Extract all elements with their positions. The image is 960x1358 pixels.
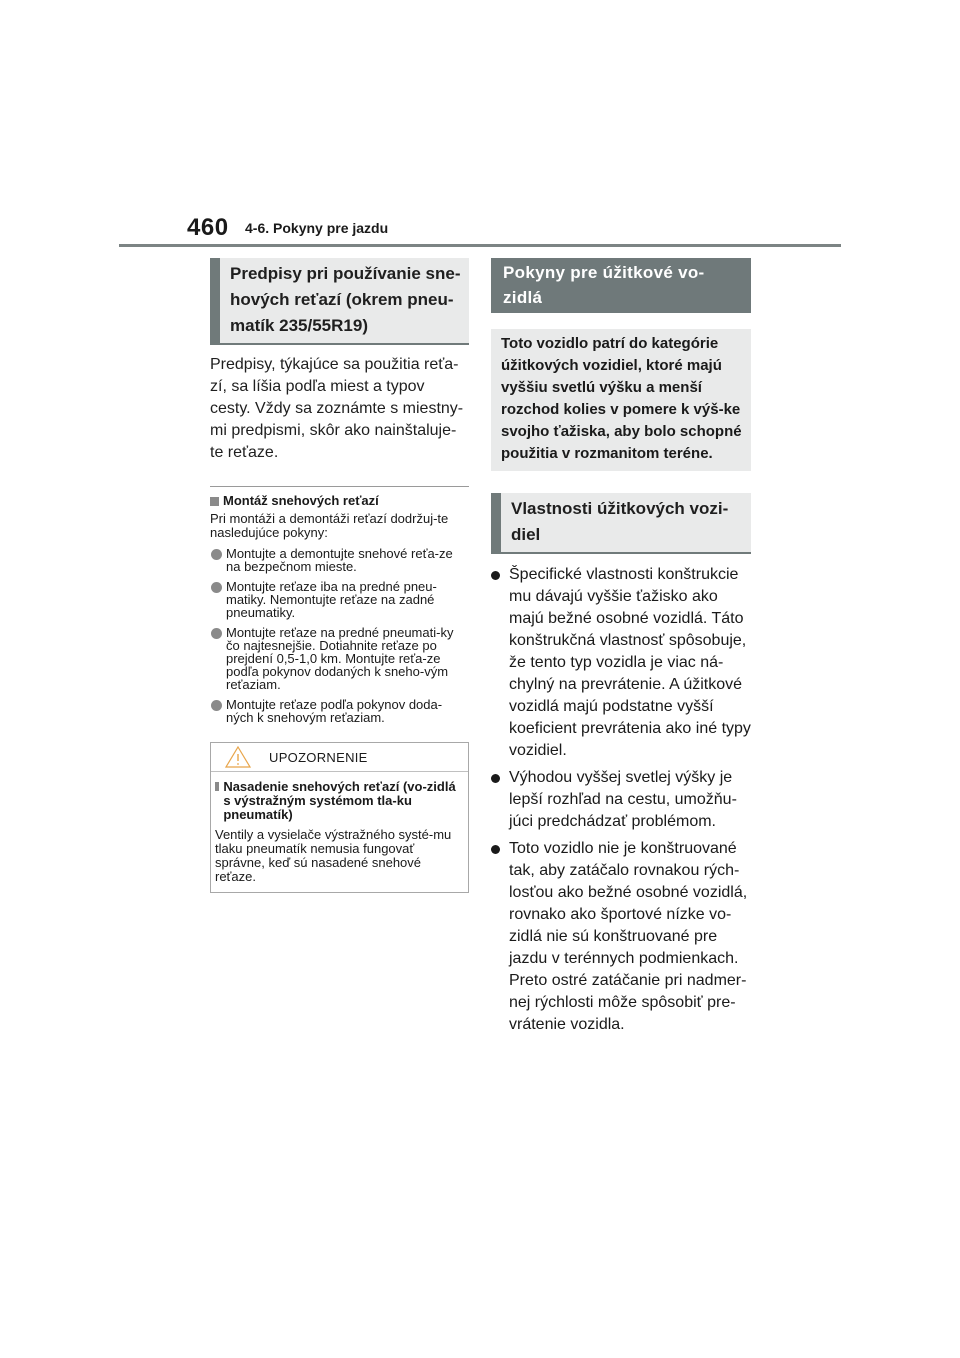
bullet-icon <box>491 774 500 783</box>
list-item <box>491 767 751 833</box>
square-bullet-icon <box>210 497 219 506</box>
list-item-text: Výhodou vyššej svetlej výšky je lepší rozhľad na cestu, umožňu-júci predchádzať problémom. <box>509 769 737 830</box>
bullet-icon <box>491 845 500 854</box>
right-column <box>491 258 751 1041</box>
list-item <box>491 564 751 762</box>
warning-title: UPOZORNENIE <box>269 749 368 765</box>
vehicle-properties-heading: Vlastnosti úžitkových vozi-diel <box>491 493 751 554</box>
dot-bullet-icon <box>211 700 222 711</box>
snow-chains-intro: Predpisy, týkajúce sa použitia reťa-zí, sa líšia podľa miest a typov cesty. Vždy sa zoznámte s miestny-mi predpismi, skôr ako nainštaluje-te reťaze. <box>210 356 464 461</box>
left-column <box>210 258 469 893</box>
warning-text: Ventily a vysielače výstražného systé-mu tlaku pneumatík nemusia fungovať správne, keď sú nasadené snehové reťaze. <box>215 827 452 884</box>
warning-triangle-icon <box>225 746 251 768</box>
list-item-text: Montujte reťaze na predné pneumati-ky čo najtesnejšie. Dotiahnite reťaze po prejdení 0,5-1,0 km. Montujte reťa-ze podľa pokynov dodaných k sneho-vým reťaziam. <box>226 625 454 692</box>
vehicle-properties-list <box>491 564 751 1036</box>
dot-bullet-icon <box>211 628 222 639</box>
list-item-text: Toto vozidlo nie je konštruované tak, aby zatáčalo rovnakou rých-losťou ako bežné osobné vozidlá, rovnako ako športové nízke vo-zidlá nie sú konštruované pre jazdu v terénnych podmienkach. Preto ostré zatáčanie pri nadmer-nej rýchlosti môže spôsobiť pre-vrátenie vozidla. <box>509 840 748 1033</box>
dot-bullet-icon <box>211 549 222 560</box>
list-item <box>210 698 469 724</box>
dot-bullet-icon <box>211 582 222 593</box>
list-item <box>491 838 751 1036</box>
list-item-text: Špecifické vlastnosti konštrukcie mu dávajú vyššie ťažisko ako majú bežné osobné vozidlá. Táto konštrukčná vlastnosť spôsobuje, že tento typ vozidla je viac ná-chylný na prevrátenie. A úžitkové vozidlá majú podstatne vyšší koeficient prevrátenia ako iné typy vozidiel. <box>509 566 751 759</box>
warning-box <box>210 742 469 893</box>
divider <box>210 486 469 487</box>
chain-installation-title: Montáž snehových reťazí <box>223 493 379 508</box>
page-number: 460 <box>187 214 229 241</box>
chain-installation-heading <box>210 493 469 509</box>
list-item-text: Montujte reťaze iba na predné pneu-matiky. Nemontujte reťaze na zadné pneumatiky. <box>226 579 437 620</box>
utility-vehicles-heading: Pokyny pre úžitkové vo-zidlá <box>491 258 751 313</box>
list-item-text: Montujte reťaze podľa pokynov doda-ných k snehovým reťaziam. <box>226 697 443 725</box>
warning-subheading <box>211 780 468 822</box>
utility-vehicles-intro: Toto vozidlo patrí do kategórie úžitkových vozidiel, ktoré majú vyššiu svetlú výšku a menší rozchod kolies v pomere k výš-ke svojho ťažiska, aby bolo schopné použitia v rozmanitom teréne. <box>491 329 751 471</box>
square-bullet-icon <box>215 782 219 791</box>
warning-subtitle: Nasadenie snehových reťazí (vo-zidlá s výstražným systémom tla-ku pneumatík) <box>223 779 456 822</box>
chain-instructions-list <box>210 547 469 724</box>
warning-header <box>211 743 468 772</box>
chain-installation-text: Pri montáži a demontáži reťazí dodržuj-te nasledujúce pokyny: <box>210 511 449 540</box>
list-item <box>210 626 469 691</box>
section-title: 4-6. Pokyny pre jazdu <box>245 220 389 236</box>
snow-chains-heading: Predpisy pri používanie sne-hových reťazí (okrem pneu-matík 235/55R19) <box>210 258 469 345</box>
header-rule <box>119 244 841 247</box>
list-item <box>210 547 469 573</box>
list-item <box>210 580 469 619</box>
bullet-icon <box>491 571 500 580</box>
list-item-text: Montujte a demontujte snehové reťa-ze na bezpečnom mieste. <box>226 546 453 574</box>
